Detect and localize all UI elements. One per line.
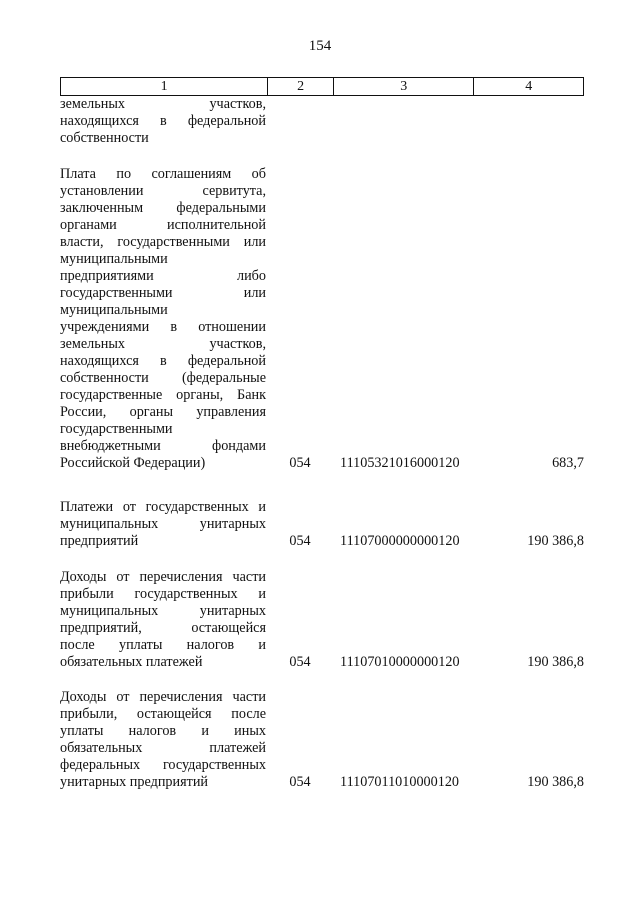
description-line: земельных участков,: [60, 96, 266, 112]
table-header: [60, 77, 584, 96]
row-description: [60, 569, 266, 671]
description-line: Платежи от государственных и: [60, 499, 266, 515]
header-col-2: 2: [268, 78, 334, 95]
header-col-1: 1: [61, 78, 268, 95]
description-line: установлении сервитута,: [60, 183, 266, 199]
row-code: 054: [289, 455, 311, 471]
description-line: предприятий: [60, 533, 139, 549]
row-description: [60, 96, 266, 147]
description-line: муниципальными: [60, 251, 168, 267]
description-line: предприятиями либо: [60, 268, 266, 284]
row-kbk: 11107000000000120: [340, 533, 460, 549]
description-line: после уплаты налогов и: [60, 637, 266, 653]
description-line: обязательных платежей: [60, 654, 203, 670]
row-code: 054: [289, 533, 311, 549]
description-line: уплаты налогов и иных: [60, 723, 266, 739]
description-line: предприятий, остающейся: [60, 620, 266, 636]
header-col-3: 3: [334, 78, 474, 95]
row-description: [60, 499, 266, 550]
row-kbk: 11105321016000120: [340, 455, 460, 471]
description-line: России, органы управления: [60, 404, 266, 420]
description-line: заключенным федеральными: [60, 200, 266, 216]
description-line: земельных участков,: [60, 336, 266, 352]
description-line: федеральных государственных: [60, 757, 266, 773]
description-line: собственности: [60, 130, 149, 146]
row-description: [60, 166, 266, 472]
description-line: власти, государственными или: [60, 234, 266, 250]
row-amount: 190 386,8: [527, 533, 584, 549]
page-number: 154: [308, 38, 332, 54]
header-col-4: 4: [525, 79, 533, 94]
row-kbk: 11107010000000120: [340, 654, 460, 670]
row-kbk: 11107011010000120: [340, 774, 460, 790]
description-line: Российской Федерации): [60, 455, 206, 471]
description-line: находящихся в федеральной: [60, 353, 266, 369]
description-line: унитарных предприятий: [60, 774, 209, 790]
description-line: государственные органы, Банк: [60, 387, 266, 403]
description-line: государственными: [60, 421, 173, 437]
row-description: [60, 689, 266, 791]
description-line: находящихся в федеральной: [60, 113, 266, 129]
description-line: муниципальных унитарных: [60, 516, 266, 532]
description-line: Плата по соглашениям об: [60, 166, 266, 182]
description-line: прибыли государственных и: [60, 586, 266, 602]
description-line: муниципальными: [60, 302, 168, 318]
description-line: обязательных платежей: [60, 740, 266, 756]
description-line: собственности (федеральные: [60, 370, 266, 386]
row-amount: 190 386,8: [527, 654, 584, 670]
description-line: органами исполнительной: [60, 217, 266, 233]
description-line: учреждениями в отношении: [60, 319, 266, 335]
description-line: прибыли, остающейся после: [60, 706, 266, 722]
description-line: государственными или: [60, 285, 266, 301]
description-line: муниципальных унитарных: [60, 603, 266, 619]
row-code: 054: [289, 774, 311, 790]
description-line: внебюджетными фондами: [60, 438, 266, 454]
row-amount: 683,7: [552, 455, 584, 471]
row-code: 054: [289, 654, 311, 670]
row-amount: 190 386,8: [527, 774, 584, 790]
description-line: Доходы от перечисления части: [60, 689, 266, 705]
description-line: Доходы от перечисления части: [60, 569, 266, 585]
